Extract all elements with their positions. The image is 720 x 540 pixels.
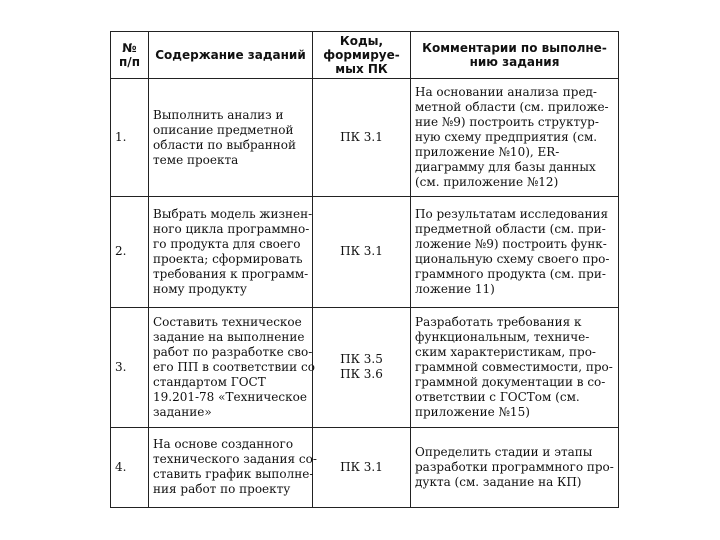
task-line: 19.201-78 «Техническое xyxy=(153,389,307,404)
comment-line: ложение 11) xyxy=(415,281,495,296)
row-number: 3. xyxy=(111,307,149,427)
task-line: ному продукту xyxy=(153,281,247,296)
header-comments xyxy=(411,32,619,79)
task-line: задание на выполнение xyxy=(153,329,305,344)
header-num-line: п/п xyxy=(119,55,140,70)
row-number: 4. xyxy=(111,427,149,507)
task-cell xyxy=(149,79,313,197)
codes-cell xyxy=(313,79,411,197)
tasks-table xyxy=(110,31,619,508)
task-line: проекта; сформировать xyxy=(153,251,303,266)
table-row xyxy=(111,307,619,427)
header-row xyxy=(111,32,619,79)
task-line: стандартом ГОСТ xyxy=(153,374,266,389)
task-cell xyxy=(149,427,317,507)
comment-line: предметной области (см. при- xyxy=(415,221,606,236)
code-line: ПК 3.6 xyxy=(340,367,383,382)
task-line: его ПП в соответствии со xyxy=(153,359,315,374)
comment-line: ние №9) построить структур- xyxy=(415,115,599,130)
comment-cell xyxy=(411,427,619,507)
comment-line: метной области (см. приложе- xyxy=(415,100,609,115)
task-line: описание предметной xyxy=(153,122,294,137)
task-line: технического задания со- xyxy=(153,452,317,467)
table-row xyxy=(111,79,619,197)
codes-cell xyxy=(313,197,411,307)
row-number: 2. xyxy=(111,197,149,307)
task-line: ного цикла программно- xyxy=(153,221,310,236)
comment-line: приложение №10), ER- xyxy=(415,145,560,160)
header-comments-line: нию задания xyxy=(469,55,560,70)
comment-line: приложение №15) xyxy=(415,404,530,419)
task-line: го продукта для своего xyxy=(153,236,301,251)
task-line: На основе созданного xyxy=(153,437,294,452)
task-cell xyxy=(149,307,313,427)
comment-line: функциональным, техниче- xyxy=(415,329,590,344)
code-line: ПК 3.1 xyxy=(340,459,383,474)
task-line: области по выбранной xyxy=(153,137,297,152)
comment-line: граммного продукта (см. при- xyxy=(415,266,606,281)
row-number: 1. xyxy=(111,79,149,197)
codes-cell xyxy=(313,307,411,427)
task-line: Выбрать модель жизнен- xyxy=(153,206,313,221)
task-line: требования к программ- xyxy=(153,266,309,281)
comment-line: ответствии с ГОСТом (см. xyxy=(415,389,580,404)
comment-line: ную схему предприятия (см. xyxy=(415,130,598,145)
header-num-line: № xyxy=(122,41,137,56)
comment-line: дукта (см. задание на КП) xyxy=(415,474,582,489)
header-num xyxy=(111,32,149,79)
table-row xyxy=(111,427,619,507)
comment-line: диаграмму для базы данных xyxy=(415,160,596,175)
comment-line: Разработать требования к xyxy=(415,314,582,329)
comment-line: разработки программного про- xyxy=(415,459,614,474)
comment-line: граммной документации в со- xyxy=(415,374,606,389)
comment-line: циональную схему своего про- xyxy=(415,251,610,266)
task-line: ния работ по проекту xyxy=(153,482,291,497)
comment-line: По результатам исследования xyxy=(415,206,609,221)
comment-line: (см. приложение №12) xyxy=(415,175,559,190)
header-codes-line: Коды, xyxy=(339,34,384,49)
code-line: ПК 3.5 xyxy=(340,352,383,367)
task-line: ставить график выполне- xyxy=(153,467,314,482)
comment-line: Определить стадии и этапы xyxy=(415,444,593,459)
comment-cell xyxy=(411,307,619,427)
comment-cell xyxy=(411,79,619,197)
comment-line: граммной совместимости, про- xyxy=(415,359,613,374)
header-comments-line: Комментарии по выполне- xyxy=(422,41,607,56)
task-line: теме проекта xyxy=(153,152,239,167)
task-line: Выполнить анализ и xyxy=(153,107,284,122)
comment-line: На основании анализа пред- xyxy=(415,85,597,100)
code-line: ПК 3.1 xyxy=(340,130,383,145)
codes-cell xyxy=(313,427,411,507)
header-codes xyxy=(313,32,411,79)
header-content: Содержание заданий xyxy=(149,32,313,79)
comment-line: ложение №9) построить функ- xyxy=(415,236,607,251)
table-row xyxy=(111,197,619,307)
comment-line: ским характеристикам, про- xyxy=(415,344,596,359)
task-line: Составить техническое xyxy=(153,314,302,329)
task-line: задание» xyxy=(153,404,212,419)
header-codes-line: формируе- xyxy=(323,48,400,63)
task-cell xyxy=(149,197,313,307)
task-line: работ по разработке сво- xyxy=(153,344,313,359)
header-codes-line: мых ПК xyxy=(335,62,388,77)
code-line: ПК 3.1 xyxy=(340,244,383,259)
comment-cell xyxy=(411,197,619,307)
